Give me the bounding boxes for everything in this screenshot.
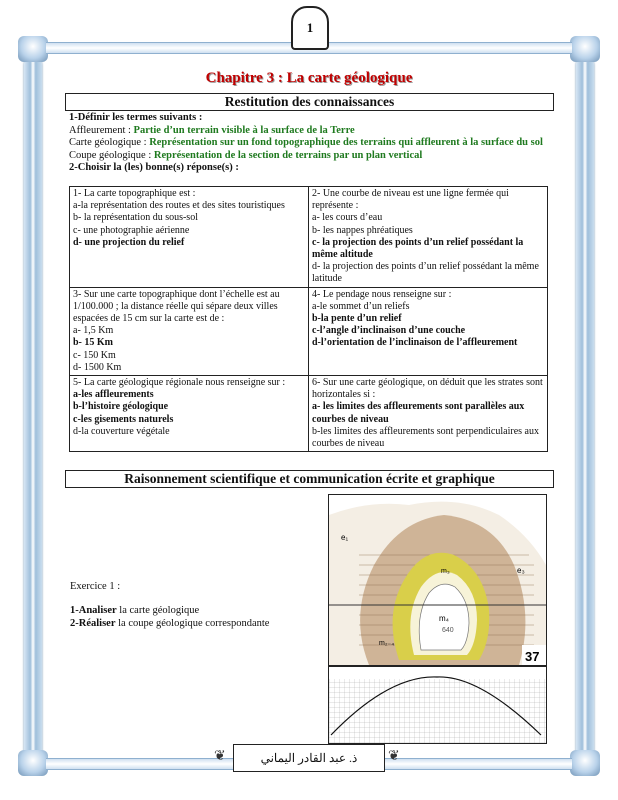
corner-ornament [18,36,48,62]
mcq-table [69,186,548,452]
page-number: 1 [291,6,329,50]
question-1-label: 1-Définir les termes suivants : [69,112,203,123]
corner-ornament [18,750,48,776]
definition-item: Affleurement : Partie d’un terrain visible à la surface de la Terre [69,124,355,136]
right-column-ornament [576,56,594,768]
section-title-raisonnement: Raisonnement scientifique et communication écrite et graphique [65,470,554,488]
map-label: e₃ [517,566,525,575]
geological-map [328,494,547,666]
definition-item: Coupe géologique : Représentation de la section de terrains par un plan vertical [69,149,423,161]
mcq-cell: 5- La carte géologique régionale nous renseigne sur : a-les affleurements b-l’histoire géologique c-les gisements naturels d-la couverture végétale [70,376,309,452]
left-column-ornament [24,56,42,768]
map-label: m₄ [439,614,449,623]
map-label: m₃ [441,568,450,575]
mcq-cell: 4- Le pendage nous renseigne sur : a-le sommet d’un reliefs b-la pente d’un relief c-l’angle d’inclinaison d’une couche d-l’orientation de l’inclinaison de l’affleurement [309,287,548,375]
definition-item: Carte géologique : Représentation sur un fond topographique des terrains qui affleurent à la surface du sol [69,137,543,148]
map-label: m₂₋₄ [379,640,395,647]
ornament-icon: ❦ [214,749,226,764]
exercise-task: 2-Réaliser la coupe géologique correspondante [70,618,270,629]
altitude-label: 640 [442,627,454,634]
exercise-title: Exercice 1 : [70,581,121,592]
profile-grid [328,666,547,744]
definitions-block [69,112,549,175]
mcq-cell: 3- Sur une carte topographique dont l’échelle est au 1/100.000 ; la distance réelle qui sépare deux villes espacées de 15 cm sur la carte est de : a- 1,5 Km b- 15 Km c- 150 Km d- 1500 Km [70,287,309,375]
section-title-restitution: Restitution des connaissances [65,93,554,111]
author-signature: ذ. عبد القادر اليماني [233,744,385,772]
question-2-label: 2-Choisir la (les) bonne(s) réponse(s) : [69,162,239,173]
chapter-title: Chapitre 3 : La carte géologique [205,70,413,86]
mcq-cell: 6- Sur une carte géologique, on déduit que les strates sont horizontales si : a- les limites des affleurements sont parallèles aux courbes de niveau b-les limites des affleurements sont perpendiculaires aux courbes de niveau [309,376,548,452]
ornament-icon: ❦ [388,749,400,764]
figure-number: 37 [525,649,540,664]
corner-ornament [570,750,600,776]
mcq-cell: 2- Une courbe de niveau est une ligne fermée qui représente : a- les cours d’eau b- les nappes phréatiques c- la projection des points d’un relief possédant la même altitude d- la projection des points d’un relief possédant la même latitude [309,187,548,288]
mcq-cell: 1- La carte topographique est : a-la représentation des routes et des sites touristiques b- la représentation du sous-sol c- une photographie aérienne d- une projection du relief [70,187,309,288]
corner-ornament [570,36,600,62]
exercise-task: 1-Analiser la carte géologique [70,605,200,616]
map-label: e₁ [341,533,349,542]
